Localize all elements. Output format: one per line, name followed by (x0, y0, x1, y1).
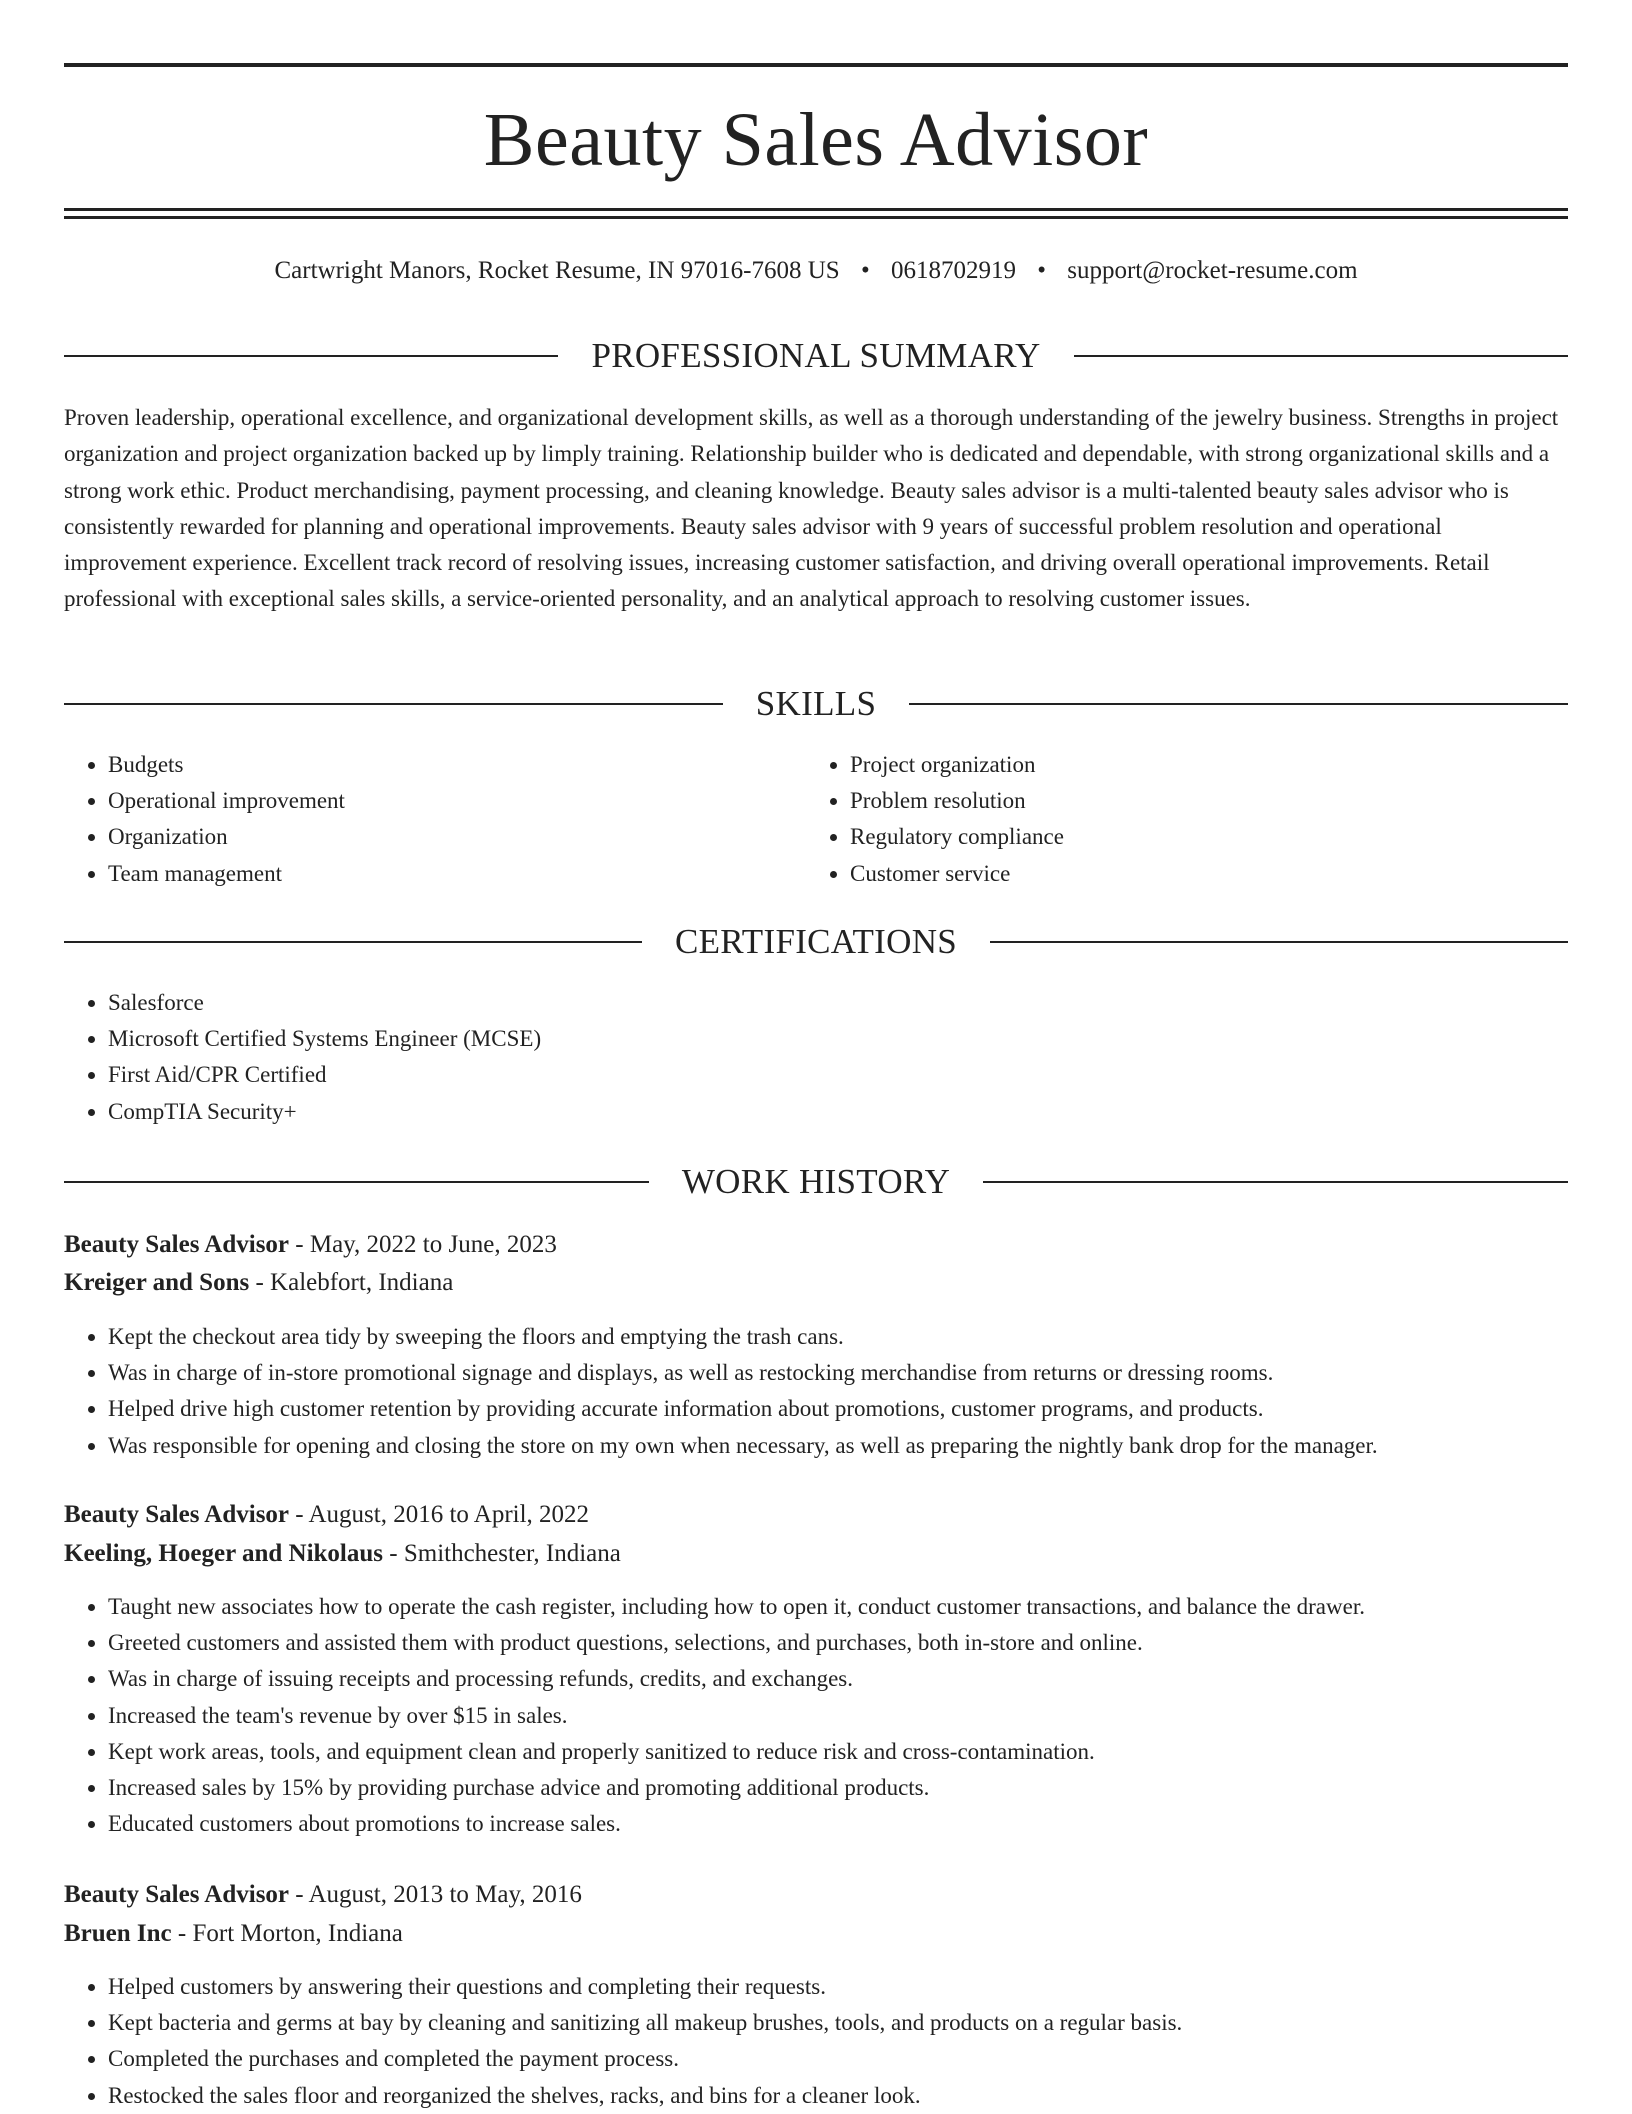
contact-address: Cartwright Manors, Rocket Resume, IN 97016-7608 US (274, 257, 840, 284)
skills-heading: SKILLS (755, 684, 877, 723)
job-bullet: • Taught new associates how to operate the cash register, including how to open it, conduct customer transactions, and balance the drawer. (108, 1589, 1568, 1625)
section-divider-right (909, 703, 1568, 705)
resume-title: Beauty Sales Advisor (483, 98, 1149, 182)
job-company-line (64, 1915, 403, 1953)
job-dates: - August, 2013 to May, 2016 (289, 1881, 582, 1908)
skill-item: • Team management (108, 856, 764, 892)
job-bullet: • Educated customers about promotions to increase sales. (108, 1806, 1568, 1842)
job-bullet: • Increased sales by 15% by providing purchase advice and promoting additional products. (108, 1770, 1568, 1806)
certification-item: • CompTIA Security+ (108, 1094, 1568, 1130)
job-bullet: • Was in charge of issuing receipts and processing refunds, credits, and exchanges. (108, 1661, 1568, 1697)
skill-item: • Project organization (850, 747, 1506, 783)
contact-separator: • (860, 257, 870, 284)
certification-item: • Salesforce (108, 985, 1568, 1021)
section-divider-right (983, 1181, 1568, 1183)
certification-item: • First Aid/CPR Certified (108, 1057, 1568, 1093)
job-dates: - May, 2022 to June, 2023 (289, 1231, 557, 1258)
skill-item: • Budgets (108, 747, 764, 783)
certifications-list (64, 985, 1568, 1130)
summary-section-header (64, 334, 1568, 378)
job-title: Beauty Sales Advisor (64, 1501, 290, 1528)
job-bullet-list (64, 1589, 1568, 1842)
job-location: - Smithchester, Indiana (383, 1540, 621, 1567)
job-bullet-list (64, 1969, 1568, 2114)
title-rule-upper (64, 208, 1568, 211)
skill-item: • Problem resolution (850, 783, 1506, 819)
skills-right-list (806, 747, 1506, 892)
job-location: - Fort Morton, Indiana (171, 1920, 403, 1947)
job-bullet: • Helped drive high customer retention by providing accurate information about promotions, customer programs, and products. (108, 1391, 1568, 1427)
skill-item: • Operational improvement (108, 783, 764, 819)
skill-item: • Organization (108, 819, 764, 855)
job-title-line (64, 1496, 589, 1534)
skill-item: • Regulatory compliance (850, 819, 1506, 855)
job-bullet-list (64, 1319, 1568, 1464)
skills-left-list (64, 747, 764, 892)
job-bullet: • Completed the purchases and completed the payment process. (108, 2041, 1568, 2077)
job-bullets (64, 1969, 1568, 2114)
job-company: Bruen Inc (64, 1920, 172, 1947)
skills-left-column (64, 747, 764, 892)
title-rule-lower (64, 216, 1568, 219)
job-bullet: • Kept bacteria and germs at bay by cleaning and sanitizing all makeup brushes, tools, and products on a regular basis. (108, 2005, 1568, 2041)
job-title-line (64, 1226, 557, 1264)
contact-line (64, 254, 1568, 288)
certification-item: • Microsoft Certified Systems Engineer (MCSE) (108, 1021, 1568, 1057)
section-divider-left (64, 1181, 649, 1183)
section-divider-left (64, 703, 723, 705)
contact-separator: • (1037, 257, 1046, 284)
job-company-line (64, 1535, 621, 1573)
job-location: - Kalebfort, Indiana (249, 1269, 454, 1296)
job-bullet: • Helped customers by answering their questions and completing their requests. (108, 1969, 1568, 2005)
job-title: Beauty Sales Advisor (64, 1231, 290, 1258)
job-bullet: • Kept work areas, tools, and equipment clean and properly sanitized to reduce risk and cross-contamination. (108, 1734, 1568, 1770)
work-heading: WORK HISTORY (681, 1162, 951, 1201)
certifications-section-header (64, 920, 1568, 964)
top-rule (64, 63, 1568, 67)
skills-section-header (64, 682, 1568, 726)
job-title: Beauty Sales Advisor (64, 1881, 290, 1908)
skills-right-column (806, 747, 1506, 892)
job-bullet: • Was responsible for opening and closing the store on my own when necessary, as well as preparing the nightly bank drop for the manager. (108, 1428, 1568, 1464)
job-bullet: • Increased the team's revenue by over $15 in sales. (108, 1698, 1568, 1734)
job-bullet: • Greeted customers and assisted them with product questions, selections, and purchases, both in-store and online. (108, 1625, 1568, 1661)
section-divider-left (64, 355, 558, 357)
skill-item: • Customer service (850, 856, 1506, 892)
job-company: Keeling, Hoeger and Nikolaus (64, 1540, 384, 1567)
certifications-block (64, 985, 1568, 1130)
job-company-line (64, 1264, 453, 1302)
summary-heading: PROFESSIONAL SUMMARY (591, 336, 1041, 375)
contact-email: support@rocket-resume.com (1067, 257, 1358, 284)
job-bullet: • Was in charge of in-store promotional signage and displays, as well as restocking merchandise from returns or dressing rooms. (108, 1355, 1568, 1391)
summary-text: Proven leadership, operational excellence, and organizational development skills, as well as a thorough understanding of the jewelry business. Strengths in project organization and project organization backed up by limply training. Relationship builder who is dedicated and dependable, with strong organizational skills and a strong work ethic. Product merchandising, payment processing, and cleaning knowledge. Beauty sales advisor is a multi-talented beauty sales advisor who is consistently rewarded for planning and operational improvements. Beauty sales advisor with 9 years of successful problem resolution and operational improvement experience. Excellent track record of resolving issues, increasing customer satisfaction, and driving overall operational improvements. Retail professional with exceptional sales skills, a service-oriented personality, and an analytical approach to resolving customer issues. (64, 405, 1559, 612)
certifications-heading: CERTIFICATIONS (674, 922, 958, 961)
contact-phone: 0618702919 (890, 257, 1016, 284)
job-bullet: • Restocked the sales floor and reorganized the shelves, racks, and bins for a cleaner look. (108, 2078, 1568, 2114)
job-bullet: • Kept the checkout area tidy by sweeping the floors and emptying the trash cans. (108, 1319, 1568, 1355)
job-title-line (64, 1876, 582, 1914)
job-dates: - August, 2016 to April, 2022 (289, 1501, 590, 1528)
section-divider-left (64, 941, 642, 943)
job-bullets (64, 1319, 1568, 1464)
job-company: Kreiger and Sons (64, 1269, 250, 1296)
section-divider-right (1074, 355, 1568, 357)
work-section-header (64, 1160, 1568, 1204)
job-bullets (64, 1589, 1568, 1842)
section-divider-right (990, 941, 1568, 943)
